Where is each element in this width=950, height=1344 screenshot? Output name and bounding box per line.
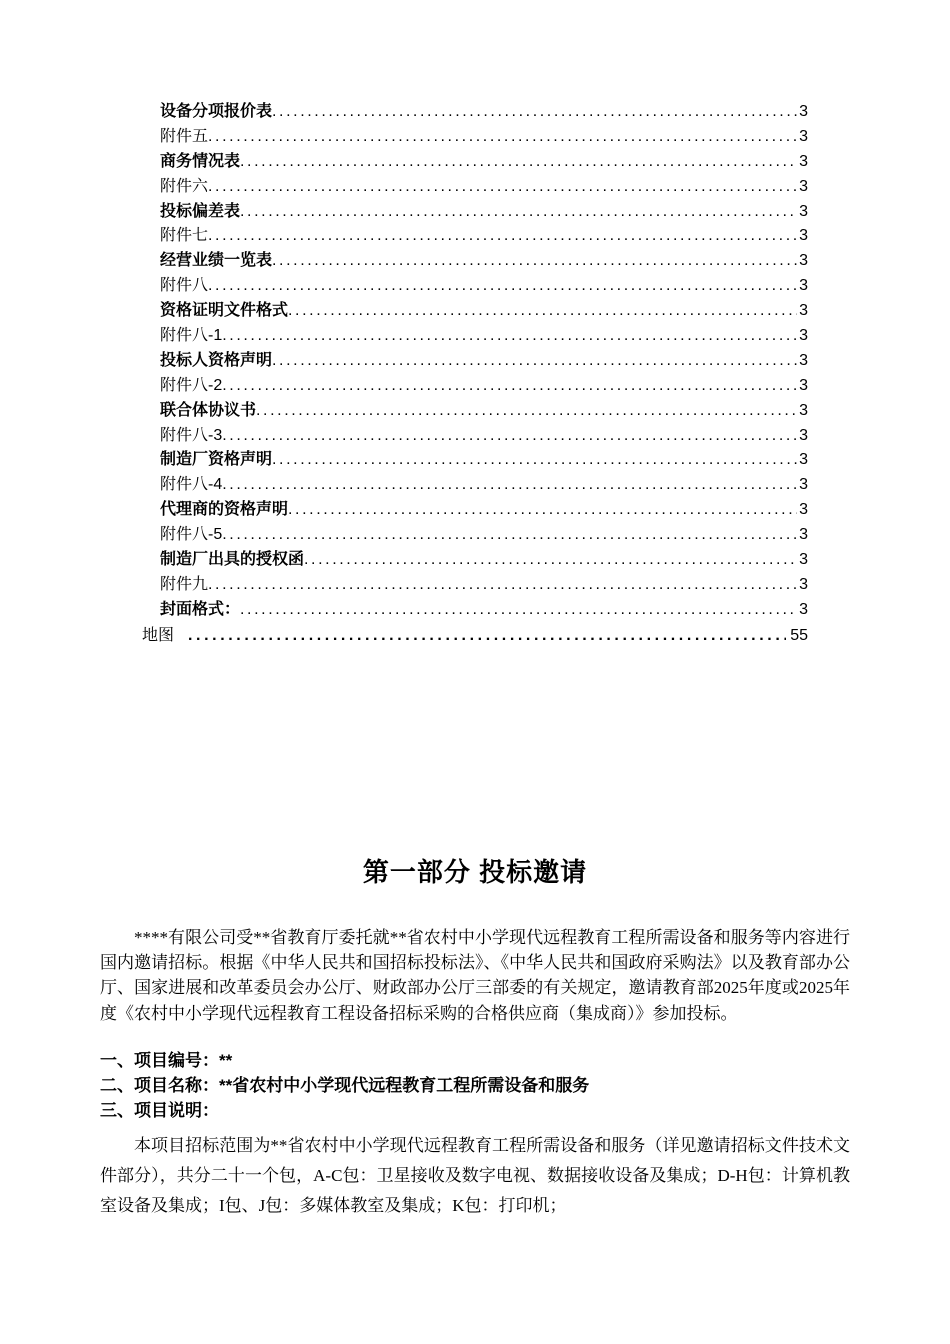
toc-leader-dots [222,374,797,399]
toc-entry-page: 3 [799,127,808,145]
toc-entry[interactable] [160,150,808,175]
project-name-heading: 二、项目名称：**省农村中小学现代远程教育工程所需设备和服务 [100,1076,590,1095]
toc-entry-title: 资格证明文件格式 [160,302,289,320]
toc-entry[interactable] [160,473,808,498]
toc-leader-dots [222,424,797,449]
toc-entry[interactable] [160,249,808,274]
toc-entry[interactable] [160,175,808,200]
toc-leader-dots [304,548,797,573]
toc-leader-dots [208,224,797,249]
toc-entry-page: 3 [799,351,808,369]
toc-leader-dots [288,498,797,523]
toc-entry[interactable] [160,598,808,623]
toc-entry-title: 投标偏差表 [160,202,241,220]
toc-entry[interactable] [160,424,808,449]
toc-entry[interactable] [160,224,808,249]
toc-entry-page: 3 [799,277,808,295]
toc-entry-page: 3 [799,327,808,345]
toc-entry-page: 3 [799,451,808,469]
toc-leader-dots [272,100,797,125]
toc-leader-dots [222,473,797,498]
toc-entry-title: 制造厂出具的授权函 [160,551,305,569]
toc-leader-dots [222,523,797,548]
toc-leader-dots [288,299,797,324]
toc-entry-title: 附件九 [160,575,209,593]
toc-entry-title: 地图 [142,627,175,644]
section-title: 第一部分 投标邀请 [362,857,588,887]
toc-entry-page: 3 [799,103,808,120]
toc-entry-title: 附件八-3 [160,426,223,444]
table-of-contents [160,100,808,623]
toc-leader-dots [272,249,797,274]
toc-entry-map[interactable] [142,623,808,649]
toc-leader-dots [240,200,797,225]
toc-entry-page: 3 [799,376,808,394]
toc-entry-title: 商务情况表 [160,152,241,170]
toc-entry-page: 3 [799,476,808,494]
toc-leader-dots [240,150,797,175]
toc-leader-dots [272,349,797,374]
toc-leader-dots [208,125,797,150]
toc-entry-title: 附件六 [160,177,209,195]
toc-entry[interactable] [160,498,808,523]
toc-entry-title: 附件八-5 [160,526,223,544]
toc-leader-dots [240,598,797,623]
toc-entry[interactable] [160,299,808,324]
toc-entry[interactable] [160,399,808,424]
toc-entry[interactable] [160,374,808,399]
toc-leader-dots [208,175,797,200]
project-description-heading: 三、项目说明： [100,1101,219,1120]
toc-leader-dots [188,623,786,649]
toc-leader-dots [256,399,797,424]
toc-entry-title: 制造厂资格声明 [160,451,273,469]
toc-entry-page: 3 [799,252,808,270]
toc-entry-title: 附件八-1 [160,327,223,345]
toc-leader-dots [208,274,797,299]
toc-entry[interactable] [160,100,808,125]
toc-entry-title: 封面格式： [160,600,241,618]
toc-entry-page: 3 [799,575,808,593]
toc-entry[interactable] [160,349,808,374]
toc-entry[interactable] [160,274,808,299]
toc-entry[interactable] [160,548,808,573]
toc-entry-page: 3 [799,177,808,195]
toc-entry[interactable] [160,573,808,598]
toc-entry-page: 3 [799,302,808,320]
toc-leader-dots [272,448,797,473]
toc-entry-page: 3 [799,600,808,618]
toc-entry-page: 3 [799,501,808,519]
toc-leader-dots [208,573,797,598]
toc-entry-title: 附件五 [160,127,209,145]
intro-paragraph: ****有限公司受**省教育厅委托就**省农村中小学现代远程教育工程所需设备和服务等内容进行国内邀请招标。根据《中华人民共和国招标投标法》、《中华人民共和国政府采购法》以及教育部办公厅、国家进展和改革委员会办公厅、财政部办公厅三部委的有关规定，邀请教育部2025年度或2025年度《农村中小学现代远程教育工程设备招标采购的合格供应商（集成商）》参加投标。 [100,928,850,1023]
toc-entry-page: 3 [799,551,808,569]
toc-entry-title: 附件八-4 [160,476,223,494]
toc-entry[interactable] [160,324,808,349]
toc-entry-page: 3 [799,227,808,245]
toc-entry-page: 3 [799,202,808,220]
toc-entry-title: 附件七 [160,227,209,245]
toc-leader-dots [222,324,797,349]
toc-entry-page: 3 [799,426,808,444]
toc-entry[interactable] [160,523,808,548]
toc-entry-page: 3 [799,152,808,170]
toc-entry-page: 3 [799,401,808,419]
toc-entry-title: 设备分项报价表 [160,103,273,120]
toc-entry-title: 经营业绩一览表 [160,252,273,270]
toc-entry-title: 附件八-2 [160,376,223,394]
project-description-paragraph: 本项目招标范围为**省农村中小学现代远程教育工程所需设备和服务（详见邀请招标文件技术文件部分），共分二十一个包，A-C包：卫星接收及数字电视、数据接收设备及集成；D-H包：计算机教室设备及集成；I包、J包：多媒体教室及集成；K包：打印机； [100,1136,850,1215]
toc-entry-page: 3 [799,526,808,544]
toc-entry-title: 投标人资格声明 [160,351,273,369]
toc-entry-title: 代理商的资格声明 [160,501,289,519]
toc-entry-page: 55 [790,627,808,644]
toc-entry[interactable] [160,125,808,150]
toc-entry[interactable] [160,200,808,225]
project-number-heading: 一、项目编号：** [100,1051,233,1070]
toc-entry-title: 附件八 [160,277,209,295]
toc-entry[interactable] [160,448,808,473]
toc-entry-title: 联合体协议书 [160,401,257,419]
